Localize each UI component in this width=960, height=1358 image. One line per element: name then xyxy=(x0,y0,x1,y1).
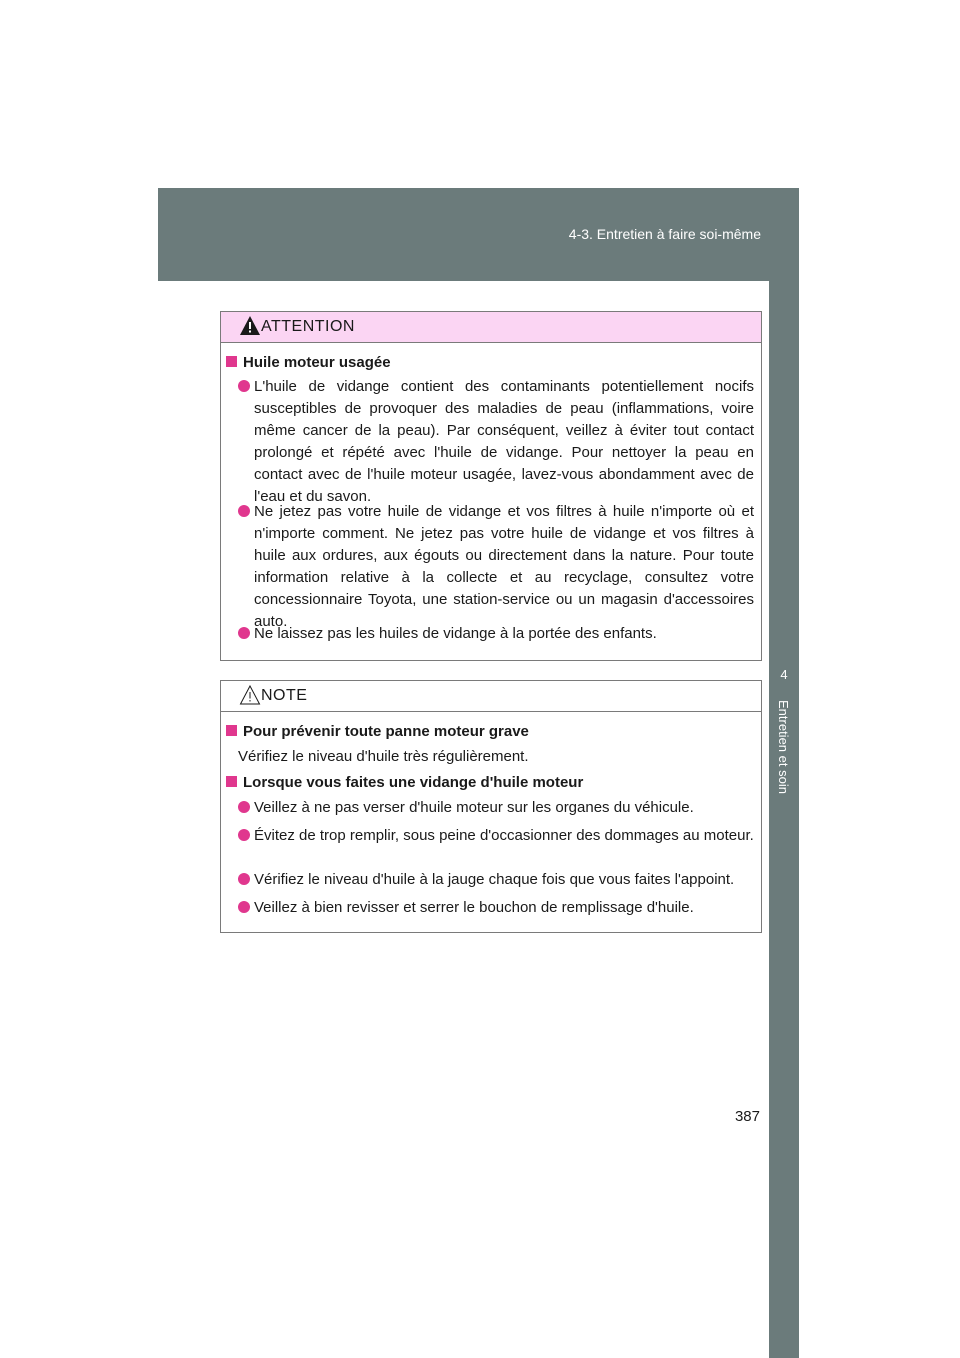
attention-title: ATTENTION xyxy=(261,318,355,335)
chapter-number: 4 xyxy=(780,667,788,682)
attention-box xyxy=(220,311,762,661)
note-heading-2 xyxy=(226,774,583,791)
list-item-text: Veillez à bien revisser et serrer le bouchon de remplissage d'huile. xyxy=(254,899,694,916)
round-bullet-icon xyxy=(238,627,250,639)
chapter-label: Entretien et soin xyxy=(776,700,791,794)
round-bullet-icon xyxy=(238,380,250,392)
square-bullet-icon xyxy=(226,725,237,736)
note-text-1: Vérifiez le niveau d'huile très régulièrement. xyxy=(238,748,529,765)
note-heading-1 xyxy=(226,723,529,740)
attention-heading-text: Huile moteur usagée xyxy=(243,354,391,371)
section-title: 4-3. Entretien à faire soi-même xyxy=(568,226,761,242)
page-number: 387 xyxy=(734,1108,760,1125)
list-item xyxy=(238,797,754,819)
attention-header xyxy=(221,312,761,343)
note-header xyxy=(221,681,761,712)
list-item xyxy=(238,623,754,645)
list-item-text: L'huile de vidange contient des contaminants potentiellement nocifs susceptibles de provoquer des maladies de peau (inflammations, voire même cancer de la peau). Par conséquent, veillez à éviter tout contact prolongé et répété avec l'huile de vidange. Pour nettoyer la peau en contact avec de l'huile moteur usagée, lavez-vous abondamment avec de l'eau et du savon. xyxy=(254,378,754,505)
list-item-text: Vérifiez le niveau d'huile à la jauge chaque fois que vous faites l'appoint. xyxy=(254,871,735,888)
warning-triangle-filled-icon xyxy=(239,315,261,337)
note-title: NOTE xyxy=(261,687,308,704)
note-heading-2-text: Lorsque vous faites une vidange d'huile moteur xyxy=(243,774,584,791)
list-item-text: Ne jetez pas votre huile de vidange et vos filtres à huile n'importe où et n'importe comment. Ne jetez pas votre huile de vidange et vos filtres à huile aux ordures, aux égouts ou directement dans la nature. Pour toute information relative à la collecte et au recyclage, consultez votre concessionnaire Toyota, une station-service ou un magasin d'accessoires auto. xyxy=(254,503,754,630)
round-bullet-icon xyxy=(238,873,250,885)
list-item-text: Évitez de trop remplir, sous peine d'occasionner des dommages au moteur. xyxy=(254,827,754,844)
list-item xyxy=(238,897,754,919)
square-bullet-icon xyxy=(226,776,237,787)
list-item xyxy=(238,376,754,508)
list-item-text: Ne laissez pas les huiles de vidange à la portée des enfants. xyxy=(254,625,657,642)
chapter-label-wrap xyxy=(769,700,799,830)
note-box xyxy=(220,680,762,933)
attention-heading xyxy=(226,354,391,371)
round-bullet-icon xyxy=(238,801,250,813)
note-heading-1-text: Pour prévenir toute panne moteur grave xyxy=(243,723,529,740)
list-item xyxy=(238,825,754,847)
list-item xyxy=(238,869,754,891)
warning-triangle-outline-icon xyxy=(239,684,261,706)
round-bullet-icon xyxy=(238,505,250,517)
header-band xyxy=(158,188,799,281)
round-bullet-icon xyxy=(238,829,250,841)
list-item-text: Veillez à ne pas verser d'huile moteur sur les organes du véhicule. xyxy=(254,799,694,816)
square-bullet-icon xyxy=(226,356,237,367)
round-bullet-icon xyxy=(238,901,250,913)
list-item xyxy=(238,501,754,633)
